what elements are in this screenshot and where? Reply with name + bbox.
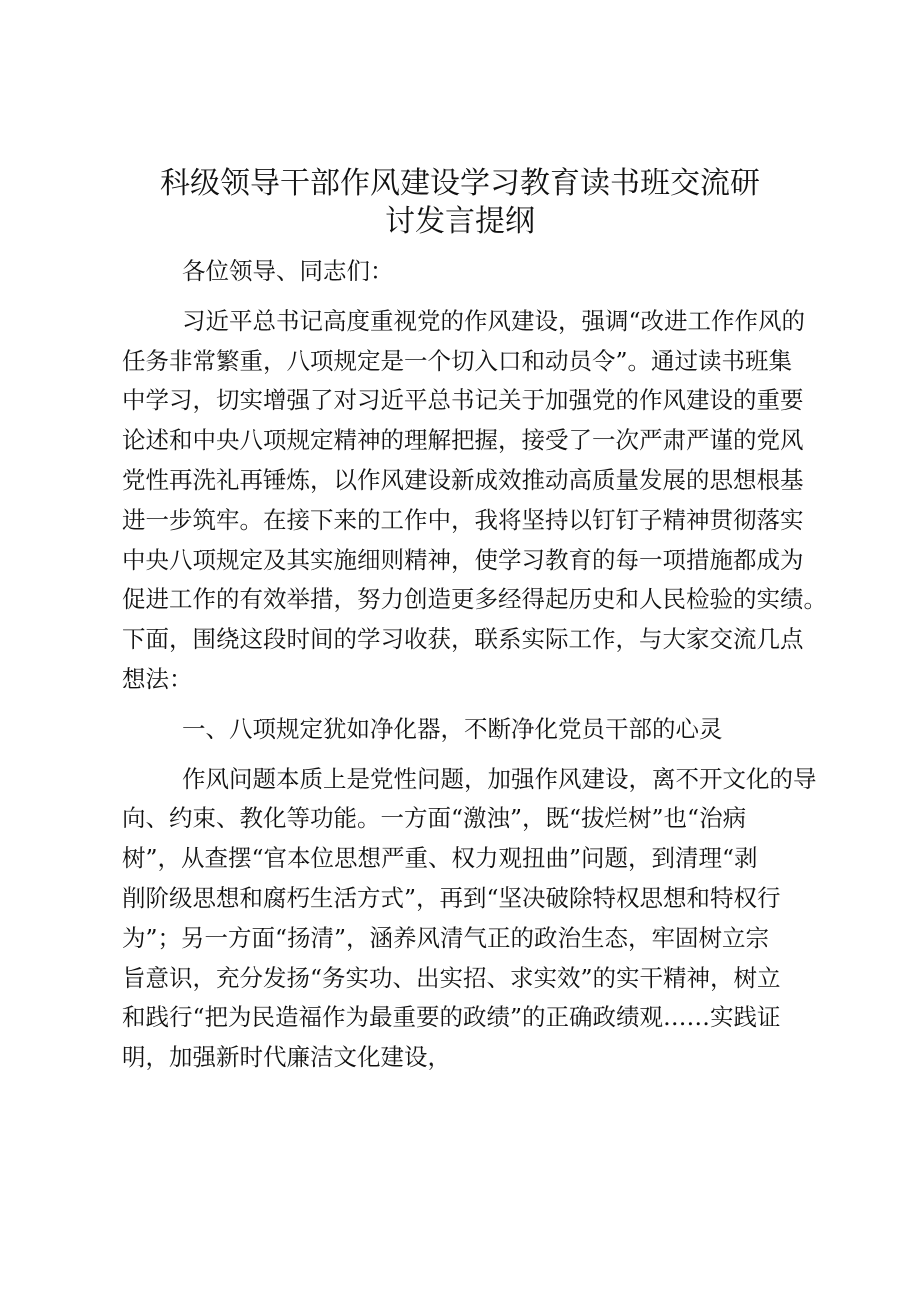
text-line: 党性再洗礼再锤炼，以作风建设新成效推动高质量发展的思想根基 (122, 465, 804, 494)
document-body (122, 252, 827, 1088)
text-line: 想法： (122, 664, 193, 693)
text-line: 习近平总书记高度重视党的作风建设，强调“改进工作作风的 (182, 306, 806, 335)
text-line: 中学习，切实增强了对习近平总书记关于加强党的作风建设的重要 (122, 386, 804, 415)
text-line: 论述和中央八项规定精神的理解把握，接受了一次严肃严谨的党风 (122, 426, 804, 455)
text-line: 作风问题本质上是党性问题，加强作风建设，离不开文化的导 (182, 764, 817, 793)
intro-paragraph (122, 302, 827, 700)
title-line-1: 科级领导干部作风建设学习教育读书班交流研 (160, 166, 760, 201)
text-line: 促进工作的有效举措，努力创造更多经得起历史和人民检验的实绩。 (122, 585, 827, 614)
text-line: 树”，从查摆“官本位思想严重、权力观扭曲”问题，到清理“剥 (122, 844, 758, 873)
section-heading-text: 一、八项规定犹如净化器，不断净化党员干部的心灵 (182, 714, 723, 743)
section-1-paragraph (122, 760, 817, 1078)
text-line: 进一步筑牢。在接下来的工作中，我将坚持以钉钉子精神贯彻落实 (122, 505, 804, 534)
text-line: 削阶级思想和腐朽生活方式”，再到“坚决破除特权思想和特权行 (122, 883, 781, 912)
text-line: 和践行“把为民造福作为最重要的政绩”的正确政绩观……实践证 (122, 1003, 781, 1032)
text-line: 明，加强新时代廉洁文化建设， (122, 1043, 451, 1072)
greeting-text: 各位领导、同志们： (182, 257, 394, 285)
text-line: 为”；另一方面“扬清”，涵养风清气正的政治生态，牢固树立宗 (122, 923, 770, 952)
document-title (110, 165, 810, 241)
text-line: 向、约束、教化等功能。一方面“激浊”，既“拔烂树”也“治病 (122, 804, 747, 833)
section-heading-1 (122, 710, 812, 750)
text-line: 旨意识，充分发扬“务实功、出实招、求实效”的实干精神，树立 (122, 963, 781, 992)
greeting (122, 252, 812, 292)
text-line: 下面，围绕这段时间的学习收获，联系实际工作，与大家交流几点 (122, 625, 804, 654)
text-line: 任务非常繁重，八项规定是一个切入口和动员令”。通过读书班集 (122, 346, 793, 375)
title-line-2: 讨发言提纲 (385, 204, 535, 239)
text-line: 中央八项规定及其实施细则精神，使学习教育的每一项措施都成为 (122, 545, 804, 574)
